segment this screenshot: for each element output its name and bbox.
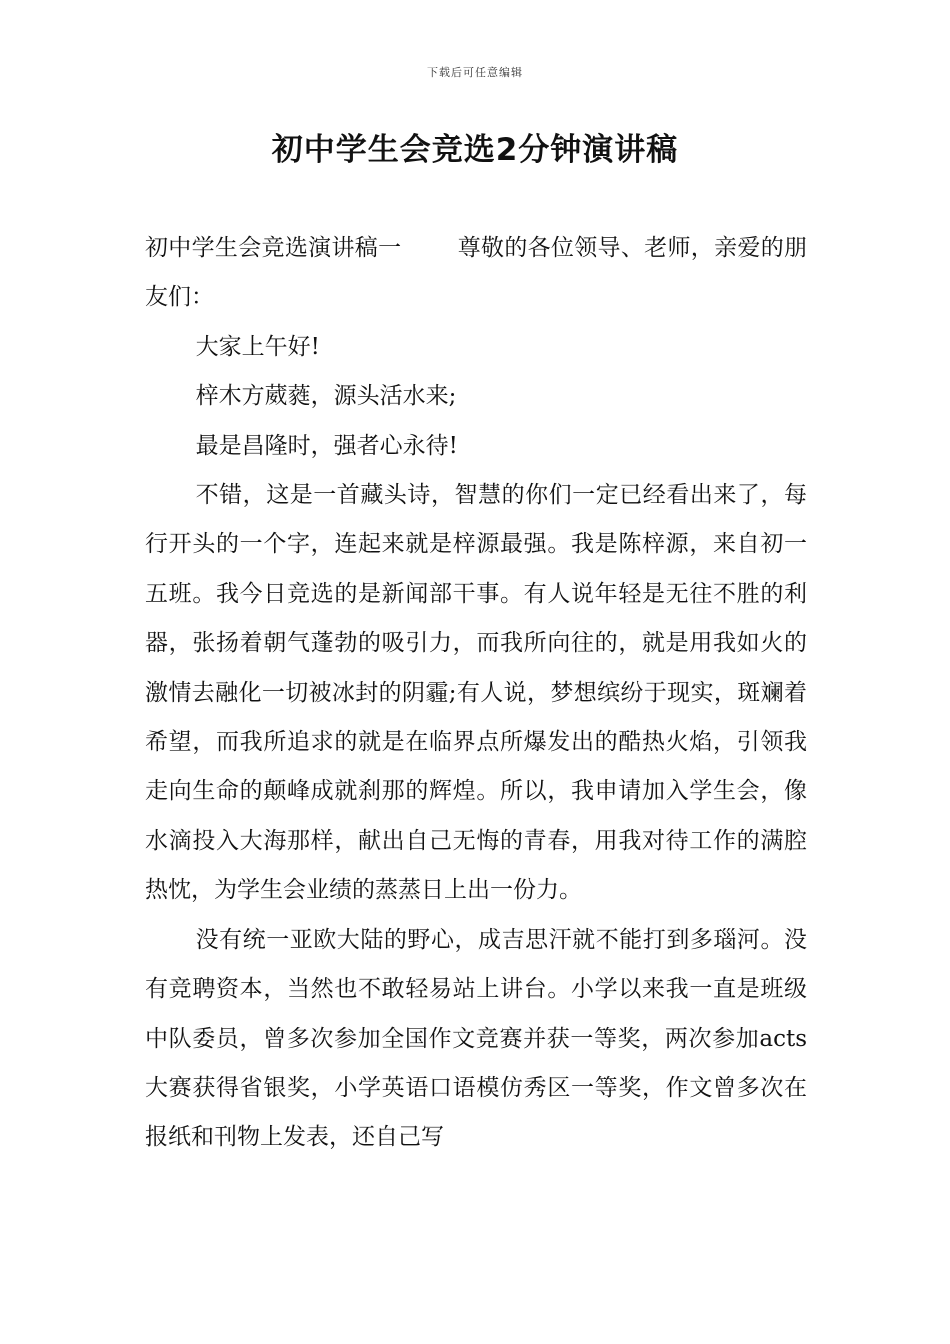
- opening-paragraph: [145, 224, 807, 323]
- paragraph: 最是昌隆时，强者心永待!: [195, 432, 458, 459]
- greeting-text: 尊敬的各位领导、老师，亲爱的朋友们：: [145, 235, 808, 311]
- paragraph: 不错，这是一首藏头诗，智慧的你们一定已经看出来了，每行开头的一个字，连起来就是梓源最强。我是陈梓源，来自初一五班。我今日竞选的是新闻部干事。有人说年轻是无往不胜的利器，张扬着朝气蓬勃的吸引力，而我所向往的，就是用我如火的激情去融化一切被冰封的阴霾;有人说，梦想缤纷于现实，斑斓着希望，而我所追求的就是在临界点所爆发出的酷热火焰，引领我走向生命的颠峰成就刹那的辉煌。所以，我申请加入学生会，像水滴投入大海那样，献出自己无悔的青春，用我对待工作的满腔热忱，为学生会业绩的蒸蒸日上出一份力。: [145, 482, 807, 904]
- paragraph: 大家上午好!: [195, 333, 320, 360]
- header-note: 下载后可任意编辑: [427, 66, 523, 79]
- speech-label: 初中学生会竞选演讲稿一: [145, 235, 402, 261]
- document-title: 初中学生会竞选2分钟演讲稿: [271, 132, 679, 168]
- paragraph: 没有统一亚欧大陆的野心，成吉思汗就不能打到多瑙河。没有竞聘资本，当然也不敢轻易站上讲台。小学以来我一直是班级中队委员，曾多次参加全国作文竞赛并获一等奖，两次参加acts大赛获得省银奖，小学英语口语模仿秀区一等奖，作文曾多次在报纸和刊物上发表，还自己写: [145, 926, 807, 1151]
- document-body: [145, 224, 807, 1163]
- paragraph: 梓木方葳蕤，源头活水来;: [195, 383, 457, 410]
